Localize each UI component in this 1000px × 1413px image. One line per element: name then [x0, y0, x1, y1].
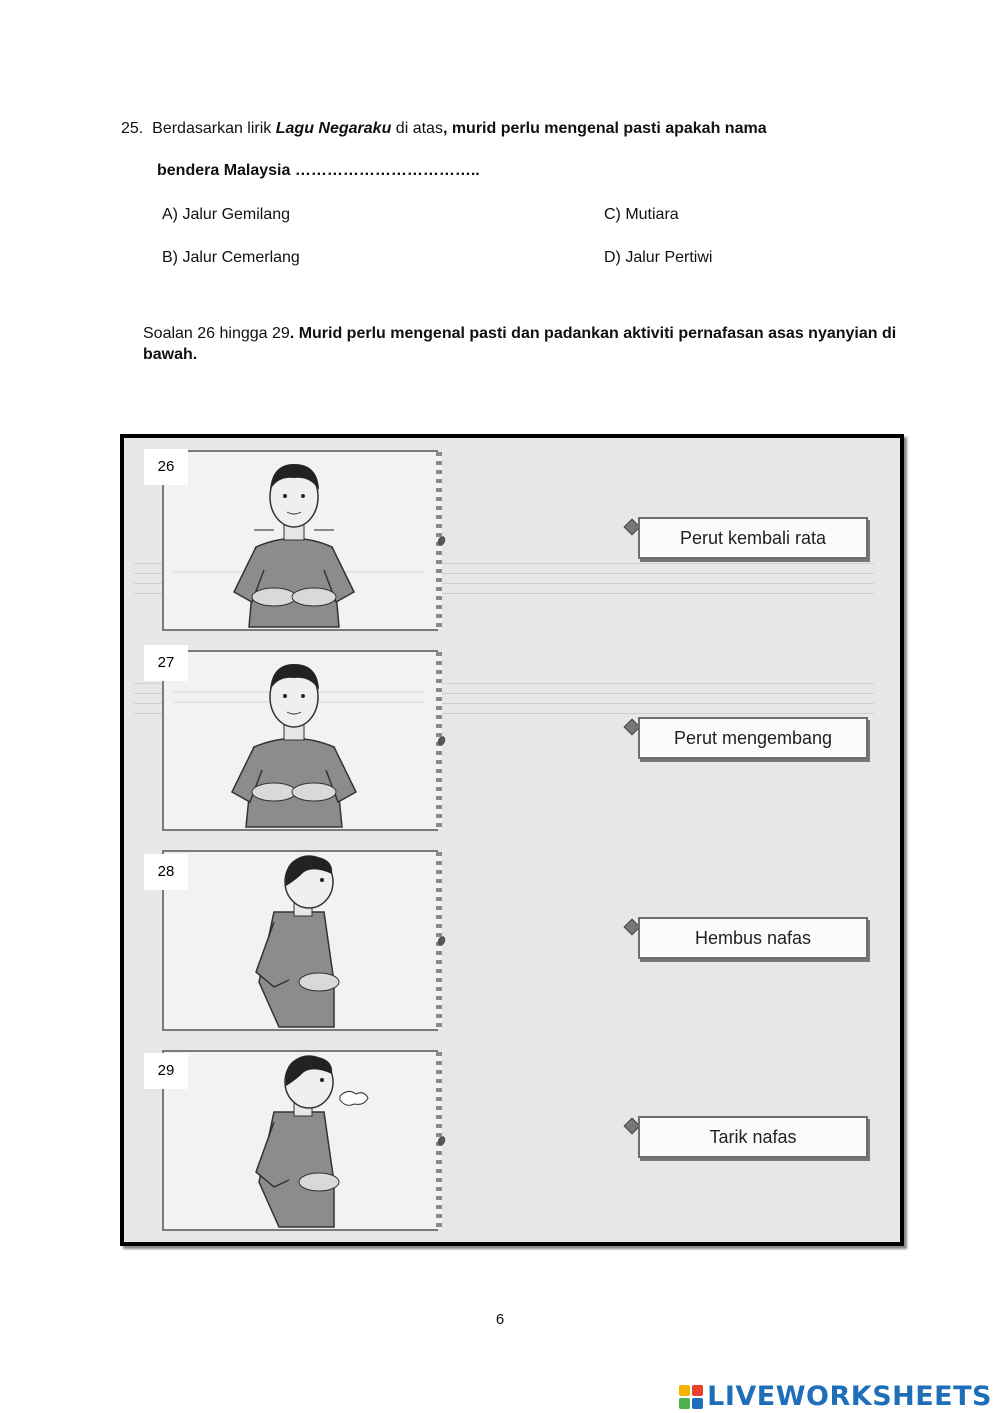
- logo-square: [692, 1385, 703, 1396]
- instruction-plain: Soalan 26 hingga 29: [143, 325, 290, 342]
- question-prefix: Berdasarkan lirik: [152, 120, 272, 137]
- logo-square: [679, 1385, 690, 1396]
- liveworksheets-icon: [679, 1385, 703, 1409]
- picture-panel-29: [162, 1050, 438, 1231]
- number-tag-27: 27: [144, 645, 188, 681]
- option-c[interactable]: C) Mutiara: [604, 206, 679, 223]
- instruction-bold: . Murid perlu mengenal pasti dan padankan aktiviti pernafasan asas nyanyian di bawah.: [143, 325, 897, 363]
- song-title: Lagu Negaraku: [275, 120, 392, 137]
- boy-illustration-side-view: [164, 852, 436, 1029]
- boy-illustration-belly-expanding: [164, 652, 436, 829]
- instruction-26-29: [143, 323, 933, 365]
- picture-panel-27: [162, 650, 438, 831]
- answer-label-hembus-nafas[interactable]: Hembus nafas: [638, 917, 868, 959]
- option-d[interactable]: D) Jalur Pertiwi: [604, 249, 713, 266]
- option-a[interactable]: A) Jalur Gemilang: [162, 206, 291, 223]
- liveworksheets-wordmark: LIVEWORKSHEETS: [707, 1381, 992, 1412]
- question-25-line-2: bendera Malaysia ……………………………..: [157, 162, 480, 179]
- question-bold-text: , murid perlu mengenal pasti apakah nama: [442, 120, 767, 137]
- breathing-activity-frame: [120, 434, 904, 1246]
- question-number: 25.: [121, 120, 144, 137]
- boy-illustration-hands-on-belly: [164, 452, 436, 629]
- answer-label-perut-kembali-rata[interactable]: Perut kembali rata: [638, 517, 868, 559]
- number-tag-29: 29: [144, 1053, 188, 1089]
- number-tag-26: 26: [144, 449, 188, 485]
- page-number: 6: [495, 1311, 505, 1328]
- answer-label-tarik-nafas[interactable]: Tarik nafas: [638, 1116, 868, 1158]
- liveworksheets-logo[interactable]: [679, 1381, 992, 1412]
- number-tag-28: 28: [144, 854, 188, 890]
- picture-panel-28: [162, 850, 438, 1031]
- option-b[interactable]: B) Jalur Cemerlang: [162, 249, 300, 266]
- picture-panel-26: [162, 450, 438, 631]
- logo-square: [679, 1398, 690, 1409]
- question-25-line-1: [121, 120, 767, 138]
- boy-illustration-blowing-air: [164, 1052, 436, 1229]
- answer-label-perut-mengembang[interactable]: Perut mengembang: [638, 717, 868, 759]
- logo-square: [692, 1398, 703, 1409]
- question-middle: di atas: [395, 120, 443, 137]
